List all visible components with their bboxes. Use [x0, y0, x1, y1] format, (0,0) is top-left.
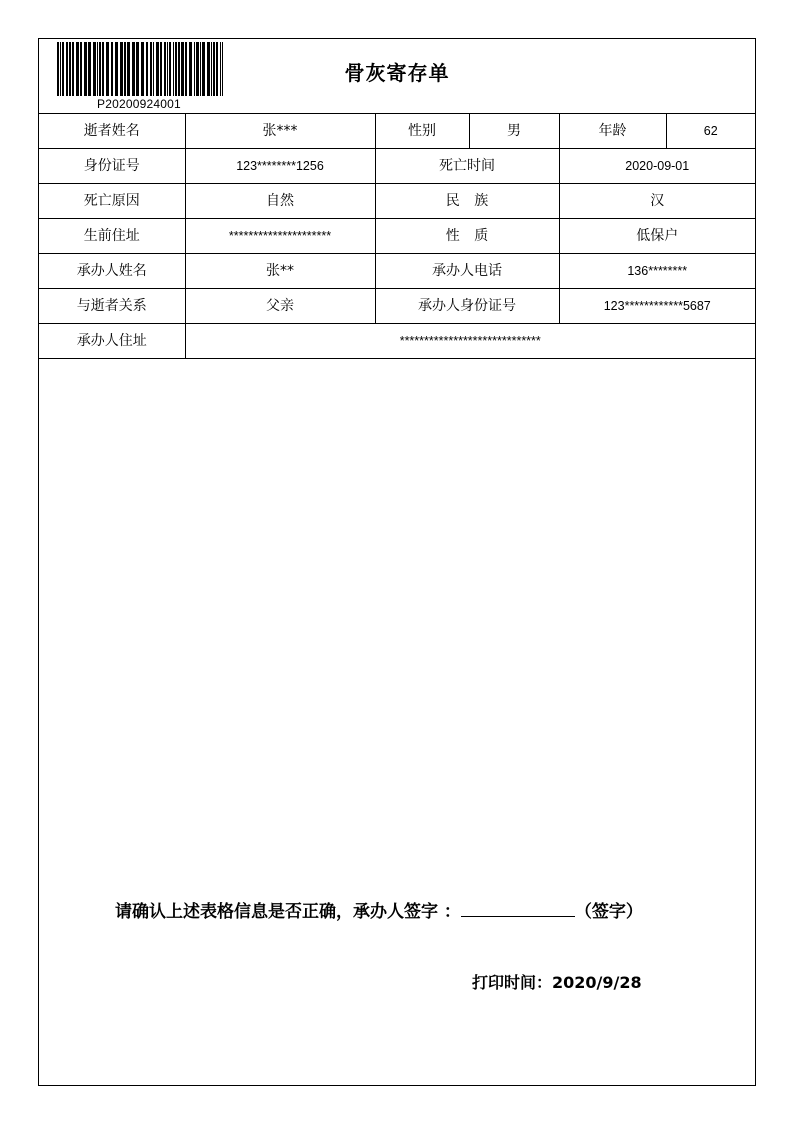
row-address	[39, 219, 755, 254]
nature-label: 性 质	[375, 219, 559, 254]
agent-phone-value: 136********	[559, 254, 755, 289]
document-header	[39, 39, 755, 114]
document-title: 骨灰寄存单	[344, 61, 450, 85]
confirmation-text: 请确认上述表格信息是否正确，承办人签字 ：	[115, 902, 461, 922]
confirmation-statement	[115, 900, 643, 922]
death-date-value: 2020-09-01	[559, 149, 755, 184]
agent-phone-label: 承办人电话	[375, 254, 559, 289]
agent-address-value: *****************************	[185, 324, 755, 359]
address-label: 生前住址	[39, 219, 185, 254]
row-id	[39, 149, 755, 184]
deceased-name-value: 张***	[185, 114, 375, 149]
row-agent	[39, 254, 755, 289]
info-table	[39, 114, 755, 358]
gender-label: 性别	[375, 114, 469, 149]
info-table-wrapper	[39, 114, 755, 359]
row-deceased	[39, 114, 755, 149]
print-time-label: 打印时间：	[472, 973, 553, 992]
nature-value: 低保户	[559, 219, 755, 254]
death-date-label: 死亡时间	[375, 149, 559, 184]
barcode-number: P20200924001	[97, 97, 181, 111]
id-value: 123********1256	[185, 149, 375, 184]
relation-label: 与逝者关系	[39, 289, 185, 324]
agent-address-label: 承办人住址	[39, 324, 185, 359]
agent-id-label: 承办人身份证号	[375, 289, 559, 324]
agent-name-label: 承办人姓名	[39, 254, 185, 289]
signature-line	[461, 900, 575, 917]
row-agent-address	[39, 324, 755, 359]
ethnicity-label: 民 族	[375, 184, 559, 219]
age-label: 年龄	[559, 114, 666, 149]
deceased-name-label: 逝者姓名	[39, 114, 185, 149]
row-cause	[39, 184, 755, 219]
ethnicity-value: 汉	[559, 184, 755, 219]
agent-id-value: 123************5687	[559, 289, 755, 324]
signature-hint: （签字）	[574, 902, 643, 922]
age-value: 62	[666, 114, 755, 149]
id-label: 身份证号	[39, 149, 185, 184]
document-frame	[38, 38, 756, 1086]
print-time	[472, 973, 642, 993]
row-relation	[39, 289, 755, 324]
cause-label: 死亡原因	[39, 184, 185, 219]
address-value: *********************	[185, 219, 375, 254]
print-time-value: 2020/9/28	[552, 973, 642, 992]
gender-value: 男	[469, 114, 559, 149]
agent-name-value: 张**	[185, 254, 375, 289]
cause-value: 自然	[185, 184, 375, 219]
relation-value: 父亲	[185, 289, 375, 324]
